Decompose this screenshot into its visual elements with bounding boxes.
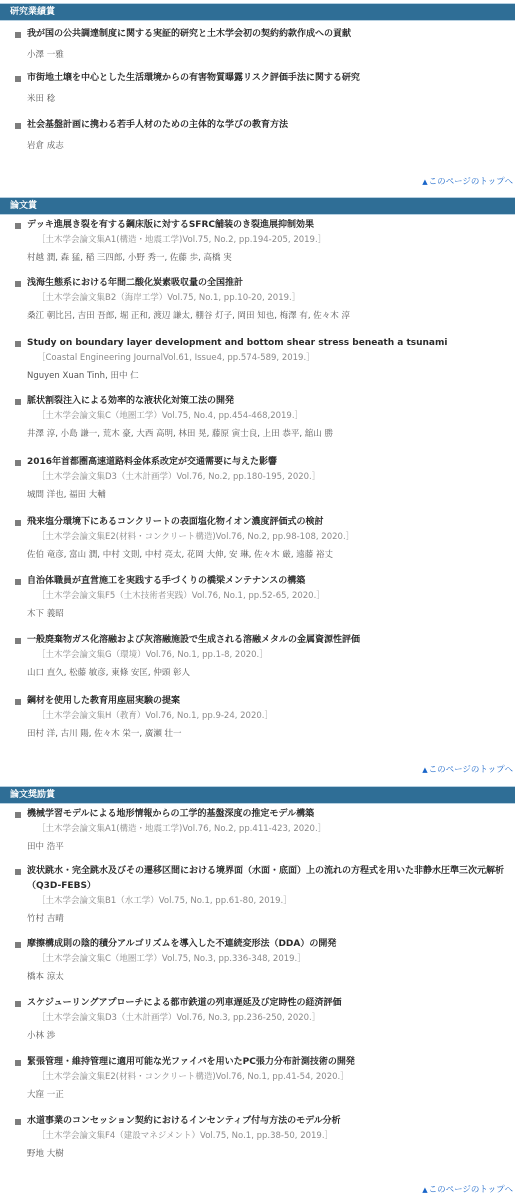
paper-title: 一般廃棄物ガス化溶融および灰溶融施設で生成される溶融メタルの金属資源性評価 (27, 635, 361, 645)
author-names: 竹村 吉晴 (27, 914, 64, 924)
journal-citation: ［土木学会論文集E2(材料・コンクリート構造)Vol.76, No.2, pp.98-108, 2020.］ (37, 532, 355, 542)
square-bullet-icon (15, 579, 21, 585)
paper-title: 水道事業のコンセッション契約におけるインセンティブ付与方法のモデル分析 (27, 1116, 341, 1126)
square-bullet-icon (15, 32, 21, 38)
square-bullet-icon (15, 520, 21, 526)
paper-title: 2016年首都圏高速道路料金体系改定が交通需要に与えた影響 (27, 457, 278, 467)
square-bullet-icon (15, 399, 21, 405)
award-entry (0, 71, 515, 106)
up-triangle-icon: ▲ (422, 766, 428, 774)
back-to-top-row (0, 1177, 515, 1196)
author-names: 橋本 涼太 (27, 972, 64, 982)
journal-citation: ［土木学会論文集F4（建設マネジメント）Vol.75, No.1, pp.38-50, 2019.］ (37, 1131, 334, 1141)
back-to-top-label: このページのトップへ (428, 177, 513, 187)
journal-citation: ［Coastal Engineering JournalVol.61, Issue4, pp.574-589, 2019.］ (37, 353, 315, 363)
award-entry (0, 455, 515, 502)
back-to-top-link[interactable] (422, 765, 513, 775)
author-names: 米田 稔 (27, 94, 56, 104)
square-bullet-icon (15, 281, 21, 287)
author-names: Nguyen Xuan Tinh, 田中 仁 (27, 371, 139, 381)
award-entry (0, 807, 515, 854)
journal-citation: ［土木学会論文集E2(材料・コンクリート構造)Vol.76, No.1, pp.41-54, 2020.］ (37, 1072, 349, 1082)
author-names: 田中 浩平 (27, 842, 64, 852)
back-to-top-row (0, 169, 515, 188)
author-names: 大窪 一正 (27, 1090, 64, 1100)
award-entry (0, 1114, 515, 1161)
award-entry (0, 218, 515, 265)
paper-title: 機械学習モデルによる地形情報からの工学的基盤深度の推定モデル構築 (27, 809, 315, 819)
paper-title: 市街地土壌を中心とした生活環境からの有害物質曝露リスク評価手法に関する研究 (27, 73, 360, 83)
award-entry (0, 1055, 515, 1102)
award-entry (0, 937, 515, 984)
square-bullet-icon (15, 223, 21, 229)
paper-title: デッキ進展き裂を有する鋼床版に対するSFRC舗装のき裂進展抑制効果 (27, 220, 314, 230)
award-entry (0, 276, 515, 323)
up-triangle-icon: ▲ (422, 1186, 428, 1194)
square-bullet-icon (15, 1060, 21, 1066)
square-bullet-icon (15, 699, 21, 705)
journal-citation: ［土木学会論文集C（地圏工学）Vol.75, No.4, pp.454-468,2019.］ (37, 411, 304, 421)
award-entry (0, 118, 515, 153)
back-to-top-row (0, 757, 515, 776)
author-names: 佐伯 竜彦, 富山 潤, 中村 文則, 中村 亮太, 花岡 大伸, 安 琳, 佐々木 厳, 遠藤 裕丈 (27, 550, 333, 560)
journal-citation: ［土木学会論文集D3（土木計画学）Vol.76, No.2, pp.180-195, 2020.］ (37, 472, 321, 482)
author-names: 岩倉 成志 (27, 141, 64, 151)
journal-citation: ［土木学会論文集A1(構造・地震工学)Vol.75, No.2, pp.194-205, 2019.］ (37, 235, 327, 245)
paper-title: 摩擦構成則の陰的積分アルゴリズムを導入した不連続変形法（DDA）の開発 (27, 939, 337, 949)
journal-citation: ［土木学会論文集B1（水工学）Vol.75, No.1, pp.61-80, 2019.］ (37, 896, 292, 906)
journal-citation: ［土木学会論文集G（環境）Vol.76, No.1, pp.1-8, 2020.］ (37, 650, 268, 660)
paper-title: スケジューリングアプローチによる都市鉄道の列車遅延及び定時性の経済評価 (27, 998, 342, 1008)
award-entry (0, 633, 515, 680)
author-names: 山口 直久, 松藤 敏彦, 東條 安匡, 仲頭 彰人 (27, 668, 191, 678)
award-entry (0, 27, 515, 62)
paper-title: 鋼材を使用した教育用座屈実験の提案 (27, 696, 181, 706)
award-entry (0, 864, 515, 926)
section-header: 研究業績賞 (0, 3, 515, 21)
paper-title: 脈状割裂注入による効率的な液状化対策工法の開発 (27, 396, 235, 406)
up-triangle-icon: ▲ (422, 178, 428, 186)
award-entry (0, 515, 515, 562)
square-bullet-icon (15, 460, 21, 466)
section-header: 論文奨励賞 (0, 786, 515, 804)
paper-title: 浅海生態系における年間二酸化炭素吸収量の全国推計 (27, 278, 244, 288)
award-entry (0, 394, 515, 441)
award-entry (0, 694, 515, 741)
award-entry (0, 996, 515, 1043)
square-bullet-icon (15, 1119, 21, 1125)
author-names: 井澤 淳, 小島 謙一, 荒木 豪, 大西 高明, 林田 晃, 藤原 寅士良, 上田 恭平, 舘山 勝 (27, 429, 333, 439)
author-names: 野地 大樹 (27, 1149, 64, 1159)
square-bullet-icon (15, 638, 21, 644)
back-to-top-label: このページのトップへ (428, 1185, 513, 1195)
section-header: 論文賞 (0, 197, 515, 215)
square-bullet-icon (15, 1001, 21, 1007)
back-to-top-label: このページのトップへ (428, 765, 513, 775)
award-entry (0, 336, 515, 383)
author-names: 小林 渉 (27, 1031, 56, 1041)
author-names: 田村 洋, 古川 陽, 佐々木 栄一, 廣瀬 壮一 (27, 729, 182, 739)
square-bullet-icon (15, 341, 21, 347)
journal-citation: ［土木学会論文集B2（海岸工学）Vol.75, No.1, pp.10-20, 2019.］ (37, 293, 301, 303)
journal-citation: ［土木学会論文集A1(構造・地震工学)Vol.76, No.2, pp.411-423, 2020.］ (37, 824, 327, 834)
paper-title: 自治体職員が直営施工を実践する手づくりの橋梁メンテナンスの構築 (27, 576, 306, 586)
paper-title: 緊張管理・維持管理に適用可能な光ファイバを用いたPC張力分布計測技術の開発 (27, 1057, 355, 1067)
square-bullet-icon (15, 869, 21, 875)
journal-citation: ［土木学会論文集F5（土木技術者実践）Vol.76, No.1, pp.52-65, 2020.］ (37, 591, 325, 601)
back-to-top-link[interactable] (422, 1185, 513, 1195)
square-bullet-icon (15, 76, 21, 82)
square-bullet-icon (15, 942, 21, 948)
paper-title: 波状跳水・完全跳水及びその遷移区間における境界面（水面・底面）上の流れの方程式を用いた非静水圧準三次元解析（Q3D-FEBS） (27, 866, 505, 891)
paper-title: Study on boundary layer development and bottom shear stress beneath a tsunami (27, 338, 448, 348)
paper-title: 我が国の公共調達制度に関する実証的研究と土木学会初の契約約款作成への貢献 (27, 29, 352, 39)
journal-citation: ［土木学会論文集C（地圏工学）Vol.75, No.3, pp.336-348, 2019.］ (37, 954, 306, 964)
paper-title: 飛来塩分環境下にあるコンクリートの表面塩化物イオン濃度評価式の検討 (27, 517, 324, 527)
author-names: 桑江 朝比呂, 吉田 吾郎, 堀 正和, 渡辺 謙太, 棚谷 灯子, 岡田 知也, 梅澤 有, 佐々木 淳 (27, 311, 350, 321)
journal-citation: ［土木学会論文集H（教育）Vol.76, No.1, pp.9-24, 2020.］ (37, 711, 273, 721)
author-names: 村越 潤, 森 猛, 稲 三四郎, 小野 秀一, 佐藤 歩, 高橋 実 (27, 253, 232, 263)
journal-citation: ［土木学会論文集D3（土木計画学）Vol.76, No.3, pp.236-250, 2020.］ (37, 1013, 321, 1023)
author-names: 小澤 一雅 (27, 50, 64, 60)
author-names: 城間 洋也, 福田 大輔 (27, 490, 106, 500)
author-names: 木下 義昭 (27, 609, 64, 619)
square-bullet-icon (15, 812, 21, 818)
back-to-top-link[interactable] (422, 177, 513, 187)
award-entry (0, 574, 515, 621)
square-bullet-icon (15, 123, 21, 129)
paper-title: 社会基盤計画に携わる若手人材のための主体的な学びの教育方法 (27, 120, 289, 130)
